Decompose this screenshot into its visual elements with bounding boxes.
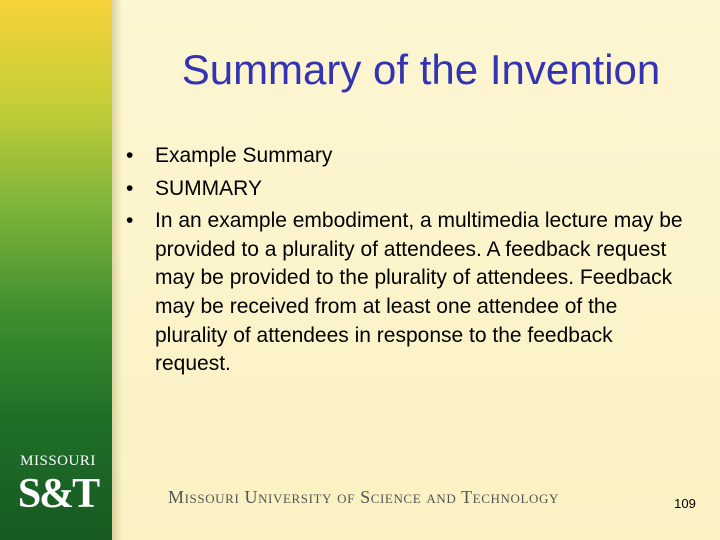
bullet-icon: • xyxy=(126,176,134,200)
bullet-text: SUMMARY xyxy=(155,176,262,200)
bullet-icon: • xyxy=(126,209,134,233)
bullet-text: Example Summary xyxy=(155,144,333,167)
logo-mark: S&T xyxy=(17,471,99,517)
sidebar-edge-shadow xyxy=(112,0,122,540)
page-number: 109 xyxy=(674,496,696,511)
bullet-item xyxy=(126,207,686,379)
university-name-banner: Missouri University of Science and Technology xyxy=(168,487,559,507)
bullet-list xyxy=(126,142,686,383)
bullet-text: In an example embodiment, a multimedia lecture may be provided to a plurality of attendees. A feedback request may be provided to the plurality of attendees. Feedback may be received from at least one attendee of the plurality of attendees in response to the feedback request. xyxy=(155,209,683,376)
bullet-item xyxy=(126,175,686,204)
slide-title: Summary of the Invention xyxy=(181,46,661,93)
university-logo xyxy=(10,452,106,524)
bullet-icon: • xyxy=(126,144,134,167)
bullet-item xyxy=(126,142,686,171)
logo-word: MISSOURI xyxy=(20,453,96,469)
